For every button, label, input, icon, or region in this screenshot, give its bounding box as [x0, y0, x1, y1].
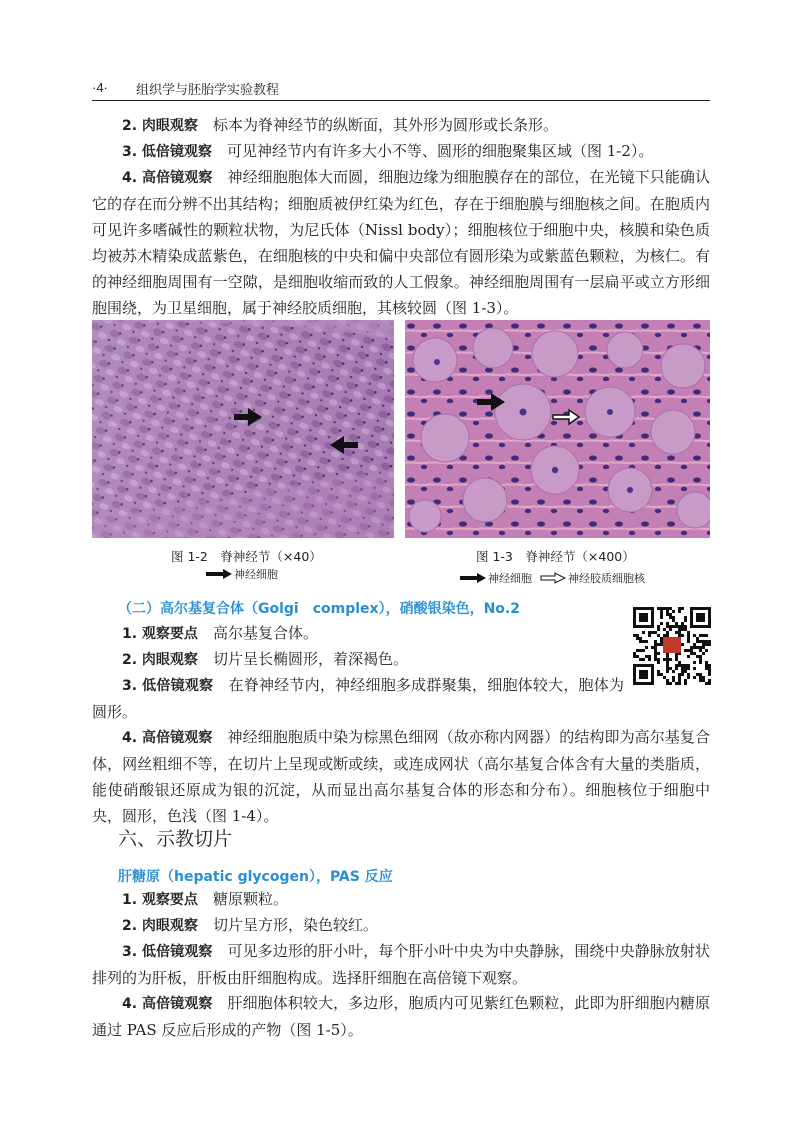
paragraph-glycogen-low-power: [92, 938, 710, 991]
paragraph-label: 2. 肉眼观察: [122, 652, 198, 668]
paragraph-golgi-low-power: [92, 672, 624, 725]
paragraph-label: 2. 肉眼观察: [122, 918, 198, 934]
legend-label: 神经胶质细胞核: [568, 572, 645, 585]
page-number: ·4·: [92, 80, 108, 95]
paragraph-label: 3. 低倍镜观察: [122, 678, 214, 694]
figure-1-2-legend: [206, 566, 278, 582]
book-title: 组织学与胚胎学实验教程: [136, 83, 280, 98]
paragraph-text: 在脊神经节内，神经细胞多成群聚集，细胞体较大，胞体为圆形。: [92, 676, 624, 721]
legend-label: 神经细胞: [234, 568, 278, 581]
paragraph-golgi-key-points: [92, 620, 612, 647]
paragraph-naked-eye: [92, 112, 710, 139]
header-rule: [92, 100, 710, 101]
legend-label: 神经细胞: [488, 572, 532, 585]
qr-code[interactable]: [633, 607, 711, 685]
paragraph-glycogen-naked-eye: [92, 912, 710, 939]
paragraph-label: 4. 高倍镜观察: [122, 170, 213, 186]
paragraph-text: 标本为脊神经节的纵断面，其外形为圆形或长条形。: [212, 116, 558, 134]
figure-1-3-caption: 图 1-3 脊神经节（×400）: [476, 549, 635, 564]
paragraph-label: 3. 低倍镜观察: [122, 144, 212, 160]
paragraph-high-power: [92, 164, 710, 321]
arrow-marker: [206, 569, 232, 579]
figure-1-2-caption: 图 1-2 脊神经节（×40）: [171, 549, 322, 564]
paragraph-text: 切片呈长椭圆形，着深褐色。: [212, 650, 408, 668]
paragraph-text: 可见多边形的肝小叶，每个肝小叶中央为中央静脉，围绕中央静脉放射状排列的为肝板，肝板由肝细胞构成。选择肝细胞在高倍镜下观察。: [92, 942, 710, 987]
paragraph-low-power: [92, 138, 710, 165]
paragraph-text: 切片呈方形，染色较红。: [212, 916, 378, 934]
paragraph-text: 高尔基复合体。: [212, 624, 318, 642]
golgi-heading: （二）高尔基复合体（Golgi complex），硝酸银染色，No.2: [118, 601, 520, 617]
figure-1-3-legend: [460, 570, 645, 586]
paragraph-label: 4. 高倍镜观察: [122, 730, 213, 746]
paragraph-label: 1. 观察要点: [122, 626, 198, 642]
paragraph-label: 3. 低倍镜观察: [122, 944, 213, 960]
hollow-arrow-marker: [540, 572, 566, 584]
paragraph-text: 可见神经节内有许多大小不等、圆形的细胞聚集区域（图 1-2）。: [226, 142, 654, 160]
paragraph-label: 1. 观察要点: [122, 892, 198, 908]
paragraph-text: 神经细胞胞体大而圆，细胞边缘为细胞膜存在的部位，在光镜下只能确认它的存在而分辨不出其结构；细胞质被伊红染为红色，存在于细胞膜与细胞核之间。在胞质内可见许多嗜碱性的颗粒状物，为尼氏体（Nissl body）；细胞核位于细胞中央，核膜和染色质均被苏木精染成蓝紫色，在细胞核的中央和偏中央部位有圆形染为或紫蓝色颗粒，为核仁。有的神经细胞周围有一空隙，是细胞收缩而致的人工假象。神经细胞周围有一层扁平或立方形细胞围绕，为卫星细胞，属于神经胶质细胞，其核较圆（图 1-3）。: [92, 168, 710, 317]
paragraph-label: 4. 高倍镜观察: [122, 996, 213, 1012]
paragraph-label: 2. 肉眼观察: [122, 118, 198, 134]
glycogen-heading: 肝糖原（hepatic glycogen），PAS 反应: [118, 869, 393, 885]
paragraph-golgi-high-power: [92, 724, 710, 829]
running-header: [92, 78, 710, 102]
paragraph-text: 肝细胞体积较大，多边形，胞质内可见紫红色颗粒，此即为肝细胞内糖原通过 PAS 反应后形成的产物（图 1-5）。: [92, 994, 710, 1039]
section-title: 六、示教切片: [118, 828, 233, 850]
arrow-marker: [460, 573, 486, 583]
paragraph-glycogen-high-power: [92, 990, 710, 1043]
figure-1-3-micrograph: [405, 320, 710, 538]
figure-1-2-micrograph: [92, 320, 394, 538]
paragraph-glycogen-key-points: [92, 886, 710, 913]
paragraph-text: 糖原颗粒。: [212, 890, 288, 908]
paragraph-golgi-naked-eye: [92, 646, 612, 673]
paragraph-text: 神经细胞胞质中染为棕黑色细网（故亦称内网器）的结构即为高尔基复合体，网丝粗细不等，在切片上呈现或断或续，或连成网状（高尔基复合体含有大量的类脂质，能使硝酸银还原成为银的沉淀，从而显出高尔基复合体的形态和分布）。细胞核位于细胞中央，圆形，色浅（图 1-4）。: [92, 728, 710, 825]
